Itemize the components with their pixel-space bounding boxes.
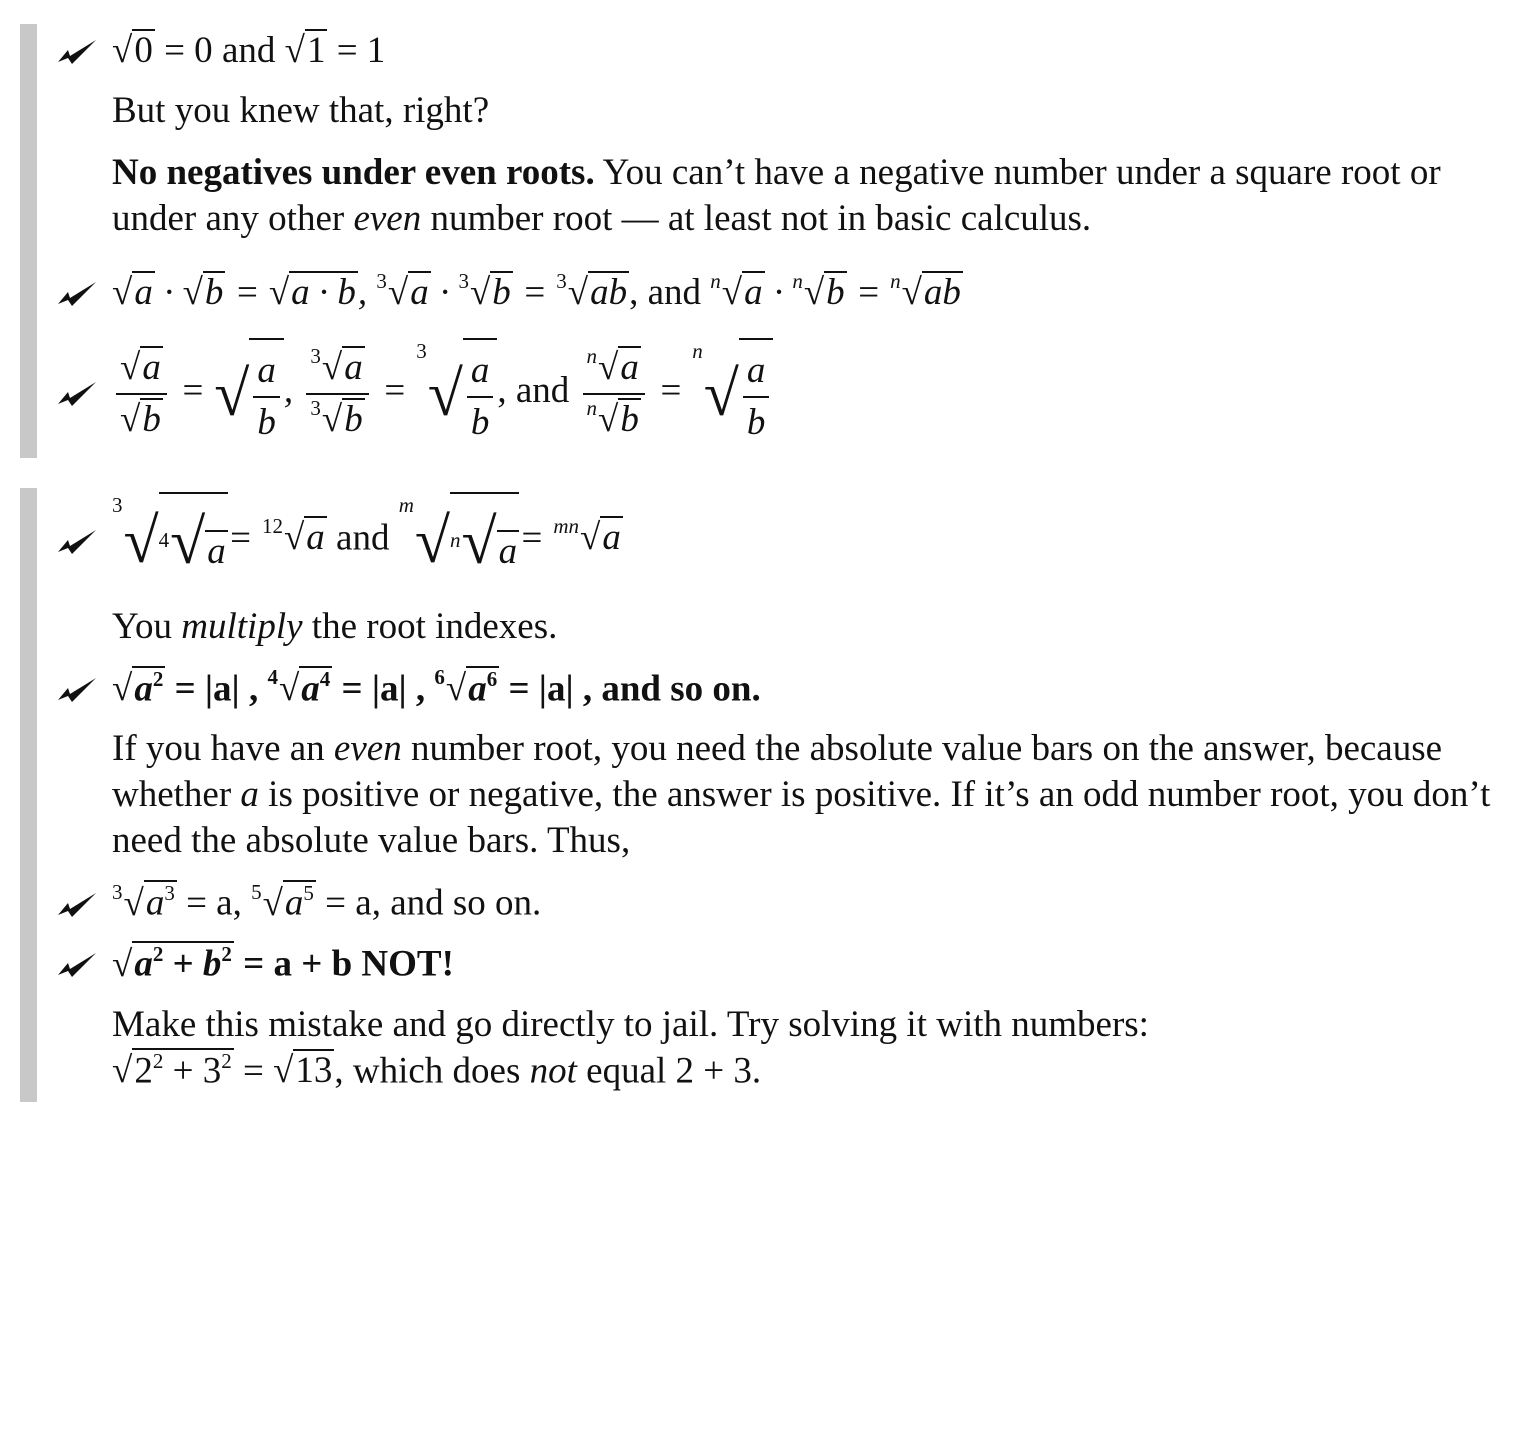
check-icon bbox=[56, 889, 98, 919]
math-term bbox=[132, 666, 165, 710]
math-term: 1 bbox=[306, 30, 326, 71]
rule-even-root-absolute bbox=[112, 666, 1536, 713]
math-term: a bbox=[410, 272, 429, 313]
text: = bbox=[227, 517, 262, 558]
root-index: 5 bbox=[251, 880, 262, 905]
radical-sign-icon: √ bbox=[703, 357, 739, 429]
radical-sign-icon: √ bbox=[321, 346, 343, 388]
root-index: n bbox=[792, 269, 803, 294]
text: multiply bbox=[181, 605, 303, 647]
check-icon bbox=[56, 949, 98, 979]
check-icon bbox=[56, 36, 98, 66]
text: = |a| , bbox=[332, 668, 435, 710]
root-index: 12 bbox=[261, 514, 283, 539]
text: a bbox=[284, 882, 304, 924]
radical-sign-icon: √ bbox=[214, 357, 250, 429]
radical bbox=[458, 270, 512, 316]
root-index: 3 bbox=[556, 269, 567, 294]
radical bbox=[273, 1048, 334, 1094]
text: and bbox=[221, 30, 276, 71]
math-term: a bbox=[306, 517, 325, 558]
radical-sign-icon: √ bbox=[268, 272, 290, 313]
text: 2 bbox=[152, 666, 164, 691]
fraction bbox=[116, 343, 167, 445]
root-index: m bbox=[398, 492, 414, 517]
text: , bbox=[283, 370, 294, 411]
radical-sign-icon: √ bbox=[273, 1050, 294, 1092]
math-term: ab bbox=[923, 272, 961, 313]
math-term: b bbox=[492, 272, 511, 313]
math-term: a bbox=[743, 346, 770, 398]
text: , and bbox=[497, 370, 579, 411]
math-term bbox=[283, 880, 316, 924]
text: If you have an bbox=[112, 728, 334, 770]
radical-sign-icon: √ bbox=[567, 272, 589, 313]
math-term: a bbox=[142, 346, 161, 388]
text: 2 bbox=[221, 941, 232, 966]
text: 2 bbox=[152, 1048, 164, 1073]
math-term: a bbox=[134, 272, 153, 313]
radical-sign-icon: √ bbox=[803, 272, 825, 313]
radical-sign-icon: √ bbox=[123, 504, 159, 576]
paragraph: But you knew that, right? bbox=[112, 90, 490, 131]
rule-product bbox=[112, 270, 1536, 316]
text: 6 bbox=[486, 666, 498, 691]
text: You bbox=[112, 605, 182, 647]
radical bbox=[112, 270, 155, 316]
radical-sign-icon: √ bbox=[112, 272, 133, 313]
root-index: n bbox=[890, 269, 901, 294]
text: = bbox=[170, 370, 215, 411]
math-term: a bbox=[744, 272, 763, 313]
text: a bbox=[145, 882, 165, 924]
rule-odd-roots bbox=[112, 880, 1536, 927]
fraction bbox=[743, 346, 770, 448]
root-index: 3 bbox=[310, 343, 321, 368]
fraction bbox=[253, 346, 280, 448]
math-term bbox=[249, 338, 284, 450]
radical bbox=[112, 941, 234, 988]
radical-sign-icon: √ bbox=[170, 505, 206, 577]
radical bbox=[310, 343, 364, 393]
text: 5 bbox=[303, 881, 314, 906]
check-icon bbox=[56, 674, 98, 704]
radical bbox=[556, 270, 629, 316]
radical-sign-icon: √ bbox=[120, 346, 141, 388]
text: and bbox=[326, 517, 399, 558]
text: a bbox=[301, 668, 320, 710]
radical-sign-icon: √ bbox=[120, 398, 141, 440]
math-term: b bbox=[204, 272, 224, 313]
radical-sign-icon: √ bbox=[283, 517, 305, 558]
math-term: a bbox=[602, 517, 621, 558]
root-index: 3 bbox=[112, 880, 123, 905]
radical bbox=[692, 338, 773, 450]
math-term bbox=[739, 338, 774, 450]
radical bbox=[112, 666, 165, 713]
text: = bbox=[846, 272, 891, 313]
radical-sign-icon: √ bbox=[321, 398, 343, 440]
radical-sign-icon: √ bbox=[445, 668, 467, 710]
radical bbox=[553, 515, 622, 561]
text: Make this mistake and go directly to jail. Try solving it with numbers: bbox=[112, 1003, 1149, 1045]
root-index: n bbox=[692, 338, 703, 363]
radical-sign-icon: √ bbox=[598, 398, 619, 440]
radical bbox=[587, 343, 641, 393]
radical-sign-icon: √ bbox=[427, 357, 463, 429]
root-index: 3 bbox=[112, 492, 123, 517]
text: = bbox=[233, 1050, 274, 1092]
paragraph-even-roots bbox=[112, 150, 1512, 242]
radical bbox=[450, 494, 519, 590]
root-index: n bbox=[710, 269, 721, 294]
text: + bbox=[163, 943, 203, 985]
text: + bbox=[163, 1050, 203, 1092]
text: 4 bbox=[319, 666, 331, 691]
root-index: 3 bbox=[458, 269, 469, 294]
fraction bbox=[306, 343, 368, 445]
math-term: a bbox=[344, 346, 363, 388]
math-term: b bbox=[344, 398, 363, 440]
radical bbox=[214, 338, 284, 450]
radical bbox=[890, 270, 963, 316]
text: = 0 bbox=[154, 30, 222, 71]
math-term: b bbox=[746, 402, 766, 444]
radical-sign-icon: √ bbox=[112, 30, 133, 71]
radical-sign-icon: √ bbox=[721, 272, 743, 313]
text: a bbox=[240, 774, 259, 816]
math-term: b bbox=[826, 272, 845, 313]
radical bbox=[120, 343, 163, 393]
radical-sign-icon: √ bbox=[580, 517, 601, 558]
fraction bbox=[467, 346, 494, 448]
text: number root, you need the absolute value bars on the answer, because whether bbox=[112, 728, 1443, 816]
paragraph bbox=[112, 604, 1512, 650]
math-term: b bbox=[470, 402, 490, 444]
math-term bbox=[116, 343, 167, 395]
radical-sign-icon: √ bbox=[123, 882, 144, 924]
radical bbox=[269, 270, 358, 316]
text: number root — at least not in basic calculus. bbox=[421, 198, 1092, 239]
paragraph bbox=[112, 1002, 1512, 1095]
math-term bbox=[466, 666, 499, 710]
math-term bbox=[306, 343, 368, 395]
radical bbox=[112, 492, 228, 590]
radical bbox=[399, 492, 519, 590]
text: b bbox=[202, 943, 222, 985]
radical-sign-icon: √ bbox=[598, 346, 619, 388]
radical-sign-icon: √ bbox=[262, 882, 283, 924]
text: , and bbox=[629, 272, 711, 313]
radical bbox=[587, 395, 641, 445]
root-index: n bbox=[450, 527, 461, 552]
math-term bbox=[144, 880, 177, 924]
text: a bbox=[134, 668, 153, 710]
text: 2 bbox=[134, 1050, 153, 1092]
text: 2 bbox=[152, 941, 164, 966]
page-content bbox=[0, 24, 1536, 1132]
text: · bbox=[764, 272, 793, 313]
text: = a, and so on. bbox=[315, 882, 542, 924]
root-index: 4 bbox=[267, 665, 278, 690]
text: = a + b NOT! bbox=[233, 943, 454, 985]
math-term bbox=[583, 395, 645, 445]
text: = a, bbox=[176, 882, 252, 924]
radical bbox=[710, 270, 764, 316]
math-term bbox=[299, 666, 332, 710]
text: = bbox=[648, 370, 693, 411]
root-index: n bbox=[586, 343, 597, 368]
radical-sign-icon: √ bbox=[112, 1050, 133, 1092]
math-term: b bbox=[257, 402, 276, 444]
radical bbox=[262, 515, 327, 561]
rule-not-sum bbox=[112, 941, 1536, 988]
check-icon bbox=[56, 526, 98, 556]
text: even bbox=[353, 198, 422, 239]
radical bbox=[112, 28, 155, 74]
root-index: n bbox=[586, 395, 597, 420]
text: a bbox=[134, 943, 153, 985]
text: is positive or negative, the answer is positive. If it’s an odd number root, you don’t need the absolute value bars. Thus, bbox=[112, 774, 1491, 862]
text: = bbox=[372, 370, 417, 411]
math-term: a bbox=[253, 346, 280, 398]
radical bbox=[183, 270, 226, 316]
rule-quotient bbox=[112, 336, 1536, 450]
radical-sign-icon: √ bbox=[284, 30, 305, 71]
text: 3 bbox=[202, 1050, 222, 1092]
math-term: 0 bbox=[134, 30, 153, 71]
root-index: mn bbox=[553, 514, 580, 539]
radical-sign-icon: √ bbox=[387, 272, 409, 313]
text: No negatives under even roots. bbox=[112, 152, 595, 193]
radical-sign-icon: √ bbox=[278, 668, 300, 710]
text: = bbox=[512, 272, 557, 313]
math-term: a bbox=[207, 530, 226, 572]
text: · bbox=[154, 272, 183, 313]
root-index: 3 bbox=[376, 269, 387, 294]
radical bbox=[434, 666, 499, 713]
radical bbox=[285, 28, 328, 74]
radical-sign-icon: √ bbox=[414, 504, 451, 576]
text: not bbox=[529, 1050, 577, 1092]
math-term: a bbox=[620, 346, 639, 388]
text: 2 bbox=[221, 1048, 232, 1073]
text: equal 2 + 3. bbox=[576, 1050, 762, 1092]
check-icon bbox=[56, 278, 98, 308]
math-term: 13 bbox=[295, 1050, 333, 1092]
math-term bbox=[116, 395, 167, 445]
root-index: 6 bbox=[434, 665, 445, 690]
math-term bbox=[463, 338, 498, 450]
math-term bbox=[132, 1048, 233, 1092]
paragraph bbox=[112, 726, 1512, 864]
math-term: ab bbox=[590, 272, 628, 313]
radical bbox=[112, 1048, 234, 1095]
math-term: b bbox=[142, 398, 161, 440]
text: , bbox=[357, 272, 377, 313]
radical-sign-icon: √ bbox=[461, 505, 497, 577]
radical bbox=[792, 270, 846, 316]
rules-group-top bbox=[0, 24, 1536, 458]
root-index: 3 bbox=[310, 395, 321, 420]
root-index: 4 bbox=[158, 527, 170, 552]
radical bbox=[120, 395, 163, 445]
text: = |a| , and so on. bbox=[499, 668, 761, 710]
radical bbox=[267, 666, 332, 713]
math-term bbox=[583, 343, 645, 395]
text: a bbox=[468, 668, 487, 710]
radical-sign-icon: √ bbox=[901, 272, 922, 313]
math-term: b bbox=[620, 398, 639, 440]
equation-line bbox=[112, 1048, 1512, 1095]
root-index: 3 bbox=[416, 338, 427, 363]
math-term: a bbox=[498, 530, 518, 572]
text: = bbox=[225, 272, 269, 313]
radical-sign-icon: √ bbox=[112, 943, 133, 985]
math-term bbox=[132, 941, 234, 985]
text: You can’t have a negative number under a square root or under any other bbox=[112, 152, 1441, 239]
radical-sign-icon: √ bbox=[182, 272, 203, 313]
radical bbox=[251, 880, 316, 927]
check-icon bbox=[56, 378, 98, 408]
text: · bbox=[430, 272, 459, 313]
rules-group-bottom bbox=[0, 488, 1536, 1103]
math-term bbox=[159, 492, 228, 590]
radical-sign-icon: √ bbox=[469, 272, 491, 313]
math-term bbox=[450, 492, 519, 590]
text: even bbox=[333, 728, 402, 770]
math-term: a · b bbox=[291, 272, 356, 313]
radical bbox=[159, 494, 228, 590]
rule-sqrt-zero-one bbox=[112, 28, 1536, 74]
rule-nested-roots bbox=[112, 492, 1536, 590]
text: the root indexes. bbox=[302, 605, 558, 647]
text: = 1 bbox=[327, 30, 386, 71]
radical bbox=[310, 395, 364, 445]
math-term bbox=[306, 395, 368, 445]
text: = bbox=[519, 517, 554, 558]
text: 3 bbox=[164, 881, 175, 906]
fraction bbox=[583, 343, 645, 445]
text: = |a| , bbox=[165, 668, 268, 710]
radical bbox=[416, 338, 497, 450]
math-term: a bbox=[467, 346, 494, 398]
radical bbox=[376, 270, 430, 316]
radical bbox=[112, 880, 177, 927]
text: , which does bbox=[334, 1050, 530, 1092]
radical-sign-icon: √ bbox=[112, 668, 133, 710]
